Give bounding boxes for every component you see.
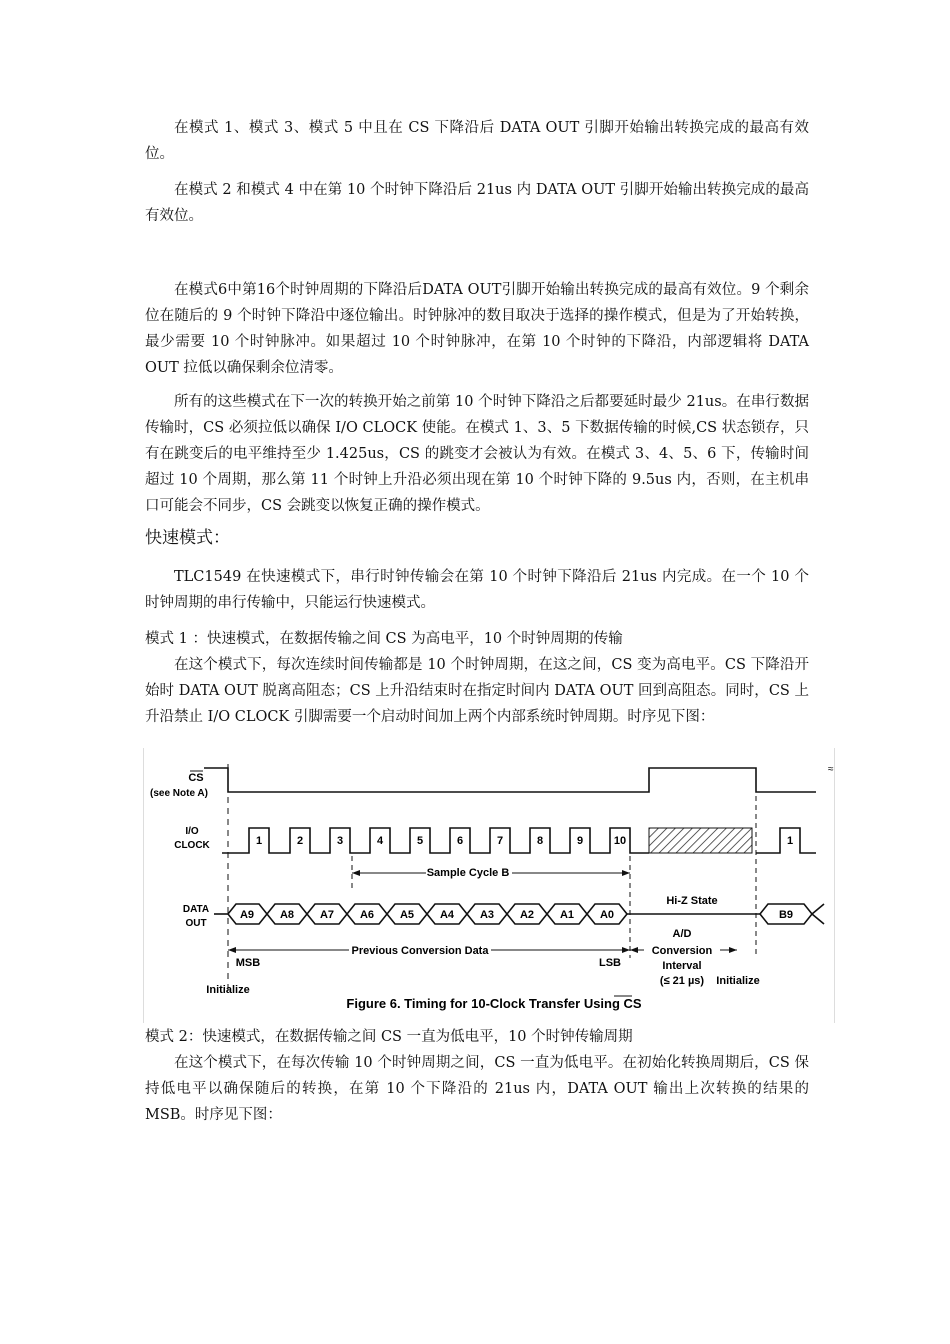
- bit-label: A8: [279, 909, 295, 921]
- bit-label: A0: [599, 909, 615, 921]
- clock-number: 4: [376, 835, 384, 847]
- io-label-1: I/O: [185, 826, 199, 837]
- bit-label-next: B9: [778, 909, 794, 921]
- data-label-2: OUT: [185, 918, 207, 929]
- clock-number: 10: [613, 835, 627, 847]
- timing-diagram-svg: [144, 748, 834, 1023]
- bit-label: A1: [559, 909, 575, 921]
- heading-text: 快速模式：: [145, 528, 230, 548]
- bit-label: A2: [519, 909, 535, 921]
- clock-number: 3: [336, 835, 344, 847]
- data-tail-down: [812, 914, 824, 924]
- data-label-1: DATA: [182, 904, 210, 915]
- cs-note: (see Note A): [150, 788, 208, 799]
- paragraph-fast-mode: [145, 564, 809, 616]
- mode1-title: 模式 1 ：快速模式，在数据传输之间 CS 为高电平，10 个时钟周期的传输: [145, 631, 623, 647]
- bit-label: A7: [319, 909, 335, 921]
- bit-label: A5: [399, 909, 415, 921]
- sample-cycle-label: Sample Cycle B: [426, 867, 510, 879]
- mode2-section: [145, 1024, 809, 1128]
- arrow-head-right: [729, 947, 737, 953]
- clock-number: 8: [536, 835, 544, 847]
- clock-number: 9: [576, 835, 584, 847]
- cs-waveform: [204, 768, 816, 792]
- bit-label: A9: [239, 909, 255, 921]
- clock-number: 2: [296, 835, 304, 847]
- paragraph-delay: [145, 389, 809, 519]
- clock-number: 1: [255, 835, 263, 847]
- arrow-head-left: [352, 870, 360, 876]
- paragraph-text: 在模式 2 和模式 4 中在第 10 个时钟下降沿后 21us 内 DATA OUT 引脚开始输出转换完成的最高有效位。: [145, 182, 809, 224]
- clock-waveform: [222, 828, 649, 853]
- initialize-label-2: Initialize: [716, 975, 760, 987]
- paragraph-mode6: [145, 277, 809, 381]
- paragraph-text: 所有的这些模式在下一次的转换开始之前第 10 个时钟下降沿之后都要延时最少 21us。在串行数据传输时，CS 必须拉低以确保 I/O CLOCK 使能。在模式 1、3、5 下数据传输的时候,CS 状态锁存，只有在跳变后的电平维持至少 1.425us，CS 的跳变才会被认为有效。在模式 3、4、5、6 下，传输时间超过 10 个周期，那么第 11 个时钟上升沿必须出现在第 10 个时钟下降的 9.5us 内，否则，在主机串口可能会不同步，CS 会跳变以恢复正确的操作模式。: [145, 394, 809, 514]
- mode1-section: [145, 626, 809, 730]
- paragraph-text: 在这个模式下，在每次传输 10 个时钟周期之间，CS 一直为低电平。在初始化转换周期后，CS 保持低电平以确保随后的转换，在第 10 个下降沿的 21us 内，DATA OUT 输出上次转换的结果的 MSB。时序见下图：: [145, 1055, 809, 1123]
- ad-label-1: A/D: [672, 928, 692, 940]
- paragraph-mode24: [145, 177, 809, 229]
- bit-label: A4: [439, 909, 455, 921]
- paragraph-text: 在模式 1、模式 3、模式 5 中且在 CS 下降沿后 DATA OUT 引脚开始输出转换完成的最高有效位。: [145, 120, 809, 162]
- clock-number: 6: [456, 835, 464, 847]
- lsb-label: LSB: [599, 957, 621, 969]
- clock-number: 7: [496, 835, 504, 847]
- ad-label-2: Conversion: [651, 945, 713, 957]
- figure-caption: Figure 6. Timing for 10-Clock Transfer Using CS: [346, 996, 642, 1011]
- ad-label-3: Interval: [662, 960, 702, 972]
- cs-label: CS: [188, 772, 204, 784]
- arrow-head-left: [228, 947, 236, 953]
- section-heading-fast-mode: [145, 525, 809, 551]
- clock-number: 5: [416, 835, 424, 847]
- data-bit-labels: [240, 909, 793, 921]
- io-label-2: CLOCK: [174, 840, 210, 851]
- cs-break: ≈: [828, 764, 834, 775]
- paragraph-text: TLC1549 在快速模式下，串行时钟传输会在第 10 个时钟下降沿后 21us 内完成。在一个 10 个时钟周期的串行传输中，只能运行快速模式。: [145, 569, 809, 611]
- arrow-head-left: [630, 947, 638, 953]
- ad-label-4: (≤ 21 µs): [659, 975, 705, 987]
- bit-label: A6: [359, 909, 375, 921]
- data-tail-up: [812, 904, 824, 914]
- initialize-label-1: Initialize: [206, 984, 250, 996]
- timing-diagram-figure: [143, 748, 835, 1023]
- mode2-title: 模式 2：快速模式，在数据传输之间 CS 一直为低电平，10 个时钟传输周期: [145, 1029, 633, 1045]
- paragraph-text: 在这个模式下，每次连续时间传输都是 10 个时钟周期，在这之间，CS 变为高电平。CS 下降沿开始时 DATA OUT 脱离高阻态；CS 上升沿结束时在指定时间内 DATA OUT 回到高阻态。同时，CS 上升沿禁止 I/O CLOCK 引脚需要一个启动时间加上两个内部系统时钟周期。时序见下图：: [145, 657, 809, 725]
- clock-hatched-region: [649, 828, 752, 853]
- msb-label: MSB: [235, 957, 261, 969]
- arrow-head-right: [622, 870, 630, 876]
- prev-conv-label: Previous Conversion Data: [351, 945, 489, 957]
- paragraph-mode135: [145, 115, 809, 167]
- hiz-state-label: Hi-Z State: [666, 895, 718, 907]
- arrow-head-right: [622, 947, 630, 953]
- bit-label: A3: [479, 909, 495, 921]
- paragraph-text: 在模式6中第16个时钟周期的下降沿后DATA OUT引脚开始输出转换完成的最高有效位。9 个剩余位在随后的 9 个时钟下降沿中逐位输出。时钟脉冲的数目取决于选择的操作模式，但是为了开始转换，最少需要 10 个时钟脉冲。如果超过 10 个时钟脉冲，在第 10 个时钟的下降沿，内部逻辑将 DATA OUT 拉低以确保剩余位清零。: [145, 282, 809, 376]
- clock-number-next: 1: [786, 835, 794, 847]
